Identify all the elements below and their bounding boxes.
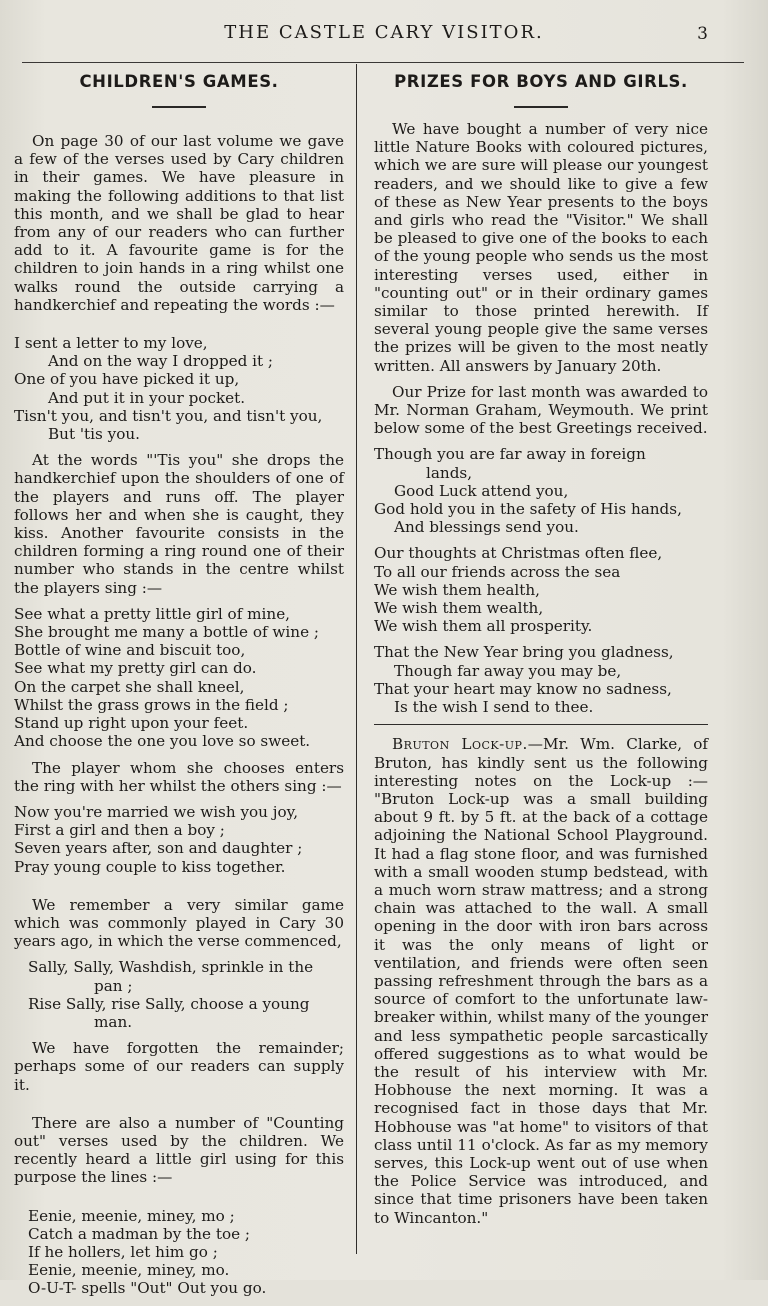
title-rule [514,106,568,108]
lockup-text: —Mr. Wm. Clarke, of Bruton, has kindly sent us the following interesting notes on the Lock-up :— "Bruton Lock-up was a small building about 9 ft. by 5 ft. at the back of a cottage adjoining the National School Playground. It had a flag stone floor, and was furnished with a small wooden stump bedstead, with a much worn straw mattress; and a strong chain was attached to the wall. A small opening in the door with iron bars across it was the only means of light or ventilation, and friends were often seen passing refreshment through the bars as a source of comfort to the unfortunate law-breaker within, whilst many of the younger and less sympathetic people sarcastically offered suggestions as to what would be the result of his interview with Mr. Hobhouse the next morning. It was a recognised fact in those days that Mr. Hobhouse was "at home" to visitors of that class until 11 o'clock. As far as my memory serves, this Lock-up went out of use when the Police Service was introduced, and since that time prisoners have been taken to Wincanton." [374,735,708,1227]
paragraph: The player whom she chooses enters the ring with her whilst the others sing :— [14,758,344,795]
verse-pretty-little-girl [14,605,344,751]
verse-line: Though far away you may be, [394,661,622,680]
greeting-verse-3 [374,643,708,716]
verse-line: lands, [426,463,473,482]
verse-line: See what a pretty little girl of mine, [14,604,291,623]
left-column [14,72,344,1306]
verse-line: Rise Sally, rise Sally, choose a young [28,994,310,1013]
verse-line: Tisn't you, and tisn't you, and tisn't you, [14,406,323,425]
paragraph: On page 30 of our last volume we gave a few of the verses used by Cary children in their games. We have pleasure in making the following additions to that list this month, and we shall be glad to hear from any of our readers who can further add to it. A favourite game is for the children to join hands in a ring whilst one walks round the outside carrying a handkerchief and repeating the words :— [14,132,344,314]
article-title-prizes: PRIZES FOR BOYS AND GIRLS. [394,72,688,91]
verse-line: We wish them wealth, [374,599,544,618]
verse-line: And put it in your pocket. [48,388,246,407]
verse-line: We wish them all prosperity. [374,617,593,636]
verse-line: Now you're married we wish you joy, [14,802,299,821]
verse-line: If he hollers, let him go ; [28,1242,218,1261]
verse-line: Our thoughts at Christmas often flee, [374,544,663,563]
verse-line: On the carpet she shall kneel, [14,677,245,696]
column-divider [356,64,357,1254]
header-rule [22,62,744,63]
paragraph-bruton-lockup [374,735,708,1226]
verse-line: pan ; [94,976,133,995]
verse-line: Pray young couple to kiss together. [14,857,286,876]
greeting-verse-1 [374,445,708,536]
verse-line: man. [94,1012,133,1031]
greeting-verse-2 [374,544,708,635]
verse-line: O-U-T- spells "Out" Out you go. [28,1279,267,1298]
title-rule [152,106,206,108]
paragraph: At the words "'Tis you" she drops the handkerchief upon the shoulders of one of the players and runs off. The player follows her and when she is caught, they kiss. Another favourite consists in the children forming a ring round one of their number who stands in the centre whilst the players sing :— [14,451,344,597]
verse-line: One of you have picked it up, [14,370,240,389]
verse-line: And on the way I dropped it ; [48,352,274,371]
verse-line: And blessings send you. [394,518,579,537]
verse-letter-to-my-love [14,334,344,443]
paragraph: We have forgotten the remainder; perhaps some of our readers can supply it. [14,1039,344,1094]
verse-line: That the New Year bring you gladness, [374,643,674,662]
verse-line: Whilst the grass grows in the field ; [14,695,289,714]
paragraph: Our Prize for last month was awarded to Mr. Norman Graham, Weymouth. We print below some of the best Greetings received. [374,382,708,438]
page-number: 3 [697,24,708,44]
verse-line: Stand up right upon your feet. [14,714,249,733]
verse-line: Seven years after, son and daughter ; [14,839,303,858]
running-title: THE CASTLE CARY VISITOR. [224,22,544,43]
running-head [0,22,768,48]
lockup-lead: Bruton Lock-up. [392,735,528,754]
verse-line: She brought me many a bottle of wine ; [14,623,319,642]
article-title-childrens-games: CHILDREN'S GAMES. [79,72,279,91]
verse-line: God hold you in the safety of His hands, [374,500,682,519]
verse-line: Though you are far away in foreign [374,445,646,464]
verse-line: I sent a letter to my love, [14,334,208,353]
verse-line: But 'tis you. [48,425,140,444]
paragraph: We remember a very similar game which was commonly played in Cary 30 years ago, in which the verse commenced, [14,895,344,951]
verse-line: Is the wish I send to thee. [394,698,594,717]
section-rule [374,724,708,725]
verse-line: Sally, Sally, Washdish, sprinkle in the [28,958,314,977]
verse-line: Catch a madman by the toe ; [28,1224,251,1243]
verse-line: First a girl and then a boy ; [14,821,225,840]
verse-sally-washdish [14,958,344,1031]
paragraph: There are also a number of "Counting out" verses used by the children. We recently heard a little girl using for this purpose the lines :— [14,1113,344,1187]
verse-line: To all our friends across the sea [374,562,621,581]
verse-married [14,803,344,876]
verse-line: And choose the one you love so sweet. [14,732,311,751]
verse-eenie-meenie [14,1207,344,1298]
verse-line: That your heart may know no sadness, [374,679,672,698]
verse-line: We wish them health, [374,580,540,599]
paragraph: We have bought a number of very nice little Nature Books with coloured pictures, which we are sure will please our youngest readers, and we should like to give a few of these as New Year presents to the boys and girls who read the "Visitor." We shall be pleased to give one of the books to each of the young people who sends us the most interesting verses used, either in "counting out" or in their ordinary games similar to those printed herewith. If several young people give the same verses the prizes will be given to the most neatly written. All answers by January 20th. [374,120,708,375]
verse-line: Eenie, meenie, miney, mo ; [28,1206,235,1225]
verse-line: Good Luck attend you, [394,481,569,500]
verse-line: Eenie, meenie, miney, mo. [28,1261,230,1280]
right-column [374,72,708,1235]
verse-line: Bottle of wine and biscuit too, [14,641,246,660]
verse-line: See what my pretty girl can do. [14,659,257,678]
